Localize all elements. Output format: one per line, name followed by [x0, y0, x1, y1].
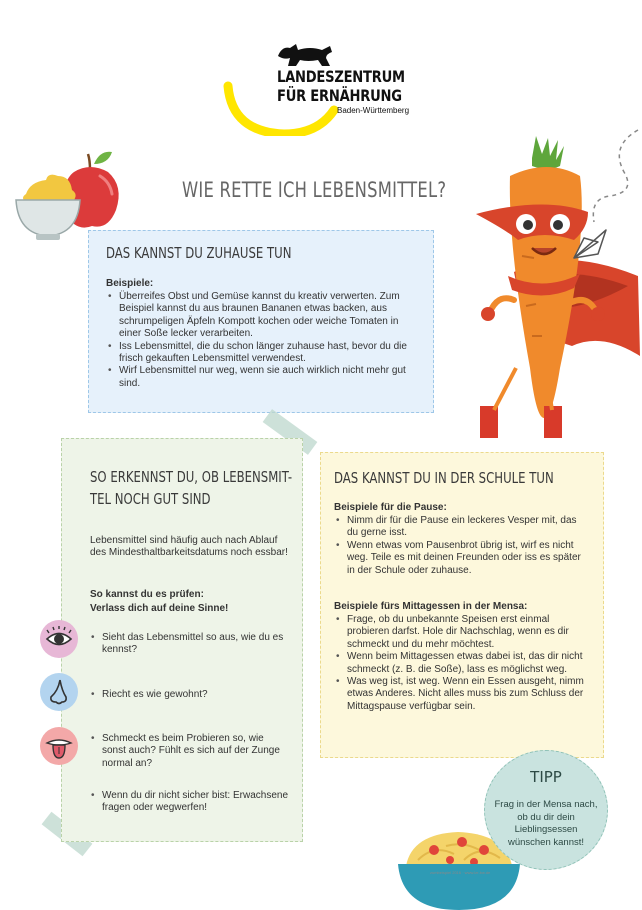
list-item: • Wenn beim Mittagessen etwas dabei ist, das dir nicht schmeckt (z. B. die Soße), lass es möglichst weg. [335, 651, 587, 676]
paper-plane-icon [570, 126, 642, 266]
senses-heading-line1: SO ERKENNST DU, OB LEBENSMIT- [90, 468, 293, 486]
list-item: • Frage, ob du unbekannte Speisen erst einmal probieren darfst. Hole dir Nachschlag, wenn es dir schmeckt und du mehr möchtest. [335, 614, 587, 651]
list-item: • Riecht es wie gewohnt? [90, 689, 290, 701]
mensa-label: Beispiele fürs Mittagessen in der Mensa: [334, 601, 528, 612]
list-item: • Wirf Lebensmittel nur weg, wenn sie auch wirklich nicht mehr gut sind. [107, 365, 409, 390]
list-item: • Nimm dir für die Pause ein leckeres Vesper mit, das du gerne isst. [335, 515, 587, 540]
senses-last [90, 790, 290, 815]
senses-test-line1: So kannst du es prüfen: [90, 589, 204, 600]
sense-list-eye [90, 632, 290, 657]
tip-text: Frag in der Mensa nach, ob du dir dein Lieblingsessen wünschen kannst! [494, 799, 598, 848]
senses-test-line2: Verlass dich auf deine Sinne! [90, 603, 229, 614]
eye-icon [40, 620, 78, 658]
senses-intro: Lebensmittel sind häufig auch nach Ablauf des Mindesthaltbarkeitsdatums noch essbar! [90, 535, 288, 559]
list-item: • Wenn etwas vom Pausenbrot übrig ist, wirf es nicht weg. Teile es mit deinen Freunden oder iss es später in der Schule oder zuhause. [335, 540, 587, 577]
home-list [107, 291, 409, 390]
list-item: • Überreifes Obst und Gemüse kannst du kreativ verwerten. Zum Beispiel kannst du aus braunen Bananen etwas backen, aus schrumpeligen Äpfeln Kompott kochen oder weiche Tomaten in einer Soße lecker verarbeiten. [107, 291, 409, 341]
senses-heading-line2: TEL NOCH GUT SIND [90, 490, 211, 508]
lion-logo-icon [276, 42, 334, 68]
list-item: • Sieht das Lebensmittel so aus, wie du es kennst? [90, 632, 290, 657]
mensa-list [335, 614, 587, 713]
credit-line: zumbeispiel 2016 · www.lzr-bw.de [430, 870, 491, 875]
logo-line1: LANDESZENTRUM [277, 67, 405, 86]
pause-label: Beispiele für die Pause: [334, 502, 447, 513]
home-label: Beispiele: [106, 278, 154, 289]
sense-list-nose [90, 689, 290, 701]
list-item: • Iss Lebensmittel, die du schon länger zuhause hast, bevor du die frisch gekauften Lebensmittel verwendest. [107, 341, 409, 366]
tongue-icon [40, 727, 78, 765]
logo-line2: FÜR ERNÄHRUNG [277, 86, 402, 105]
school-heading: DAS KANNST DU IN DER SCHULE TUN [334, 469, 554, 487]
home-heading: DAS KANNST DU ZUHAUSE TUN [106, 244, 292, 262]
pause-list [335, 515, 587, 577]
logo-subtitle: Baden-Württemberg [337, 106, 410, 115]
sense-list-tongue [90, 733, 290, 770]
list-item: • Was weg ist, ist weg. Wenn ein Essen ausgeht, nimm etwas Anderes. Nicht alles muss bis zum Schluss der Mittagspause verfügbar sein. [335, 676, 587, 713]
list-item: • Schmeckt es beim Probieren so, wie sonst auch? Fühlt es sich auf der Zunge normal an? [90, 733, 290, 770]
tip-title: TIPP [530, 768, 562, 786]
list-item: • Wenn du dir nicht sicher bist: Erwachsene fragen oder wegwerfen! [90, 790, 290, 815]
page-title: WIE RETTE ICH LEBENSMITTEL? [182, 178, 447, 202]
nose-icon [40, 673, 78, 711]
